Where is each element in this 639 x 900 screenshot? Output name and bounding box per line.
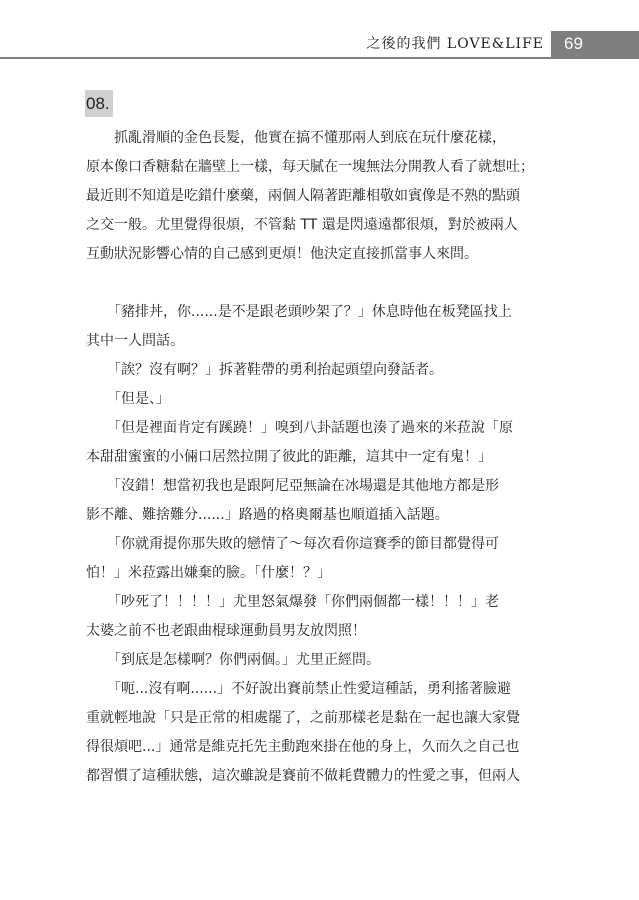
text-line: 最近則不知道是吃錯什麼藥，兩個人隔著距離相敬如賓像是不熟的點頭: [86, 188, 520, 204]
text-line: 「但是裡面肯定有蹊蹺！」嗅到八卦話題也湊了過來的米菈說「原: [86, 420, 513, 436]
text-line: 影不離、難捨難分......」路過的格奧爾基也順道插入話題。: [86, 507, 449, 523]
text-line: 「豬排丼，你......是不是跟老頭吵架了？」休息時他在板凳區找上: [86, 304, 512, 320]
text-line: 重就輕地說「只是正常的相處罷了，之前那樣老是黏在一起也讓大家覺: [86, 710, 520, 726]
body-text: [86, 124, 556, 791]
page-number: 69: [551, 31, 639, 57]
text-line: 都習慣了這種狀態，這次雖說是賽前不做耗費體力的性愛之事，但兩人: [86, 768, 520, 784]
text-line: 互動狀況影響心情的自己感到更煩！他決定直接抓當事人來問。: [86, 246, 478, 262]
text-line: 「誒？沒有啊？」拆著鞋帶的勇利抬起頭望向發話者。: [86, 362, 443, 378]
header-divider: [0, 57, 639, 59]
text-line: 得很煩吧...」通常是維克托先主動跑來掛在他的身上，久而久之自己也: [86, 739, 520, 755]
text-line: 太婆之前不也老跟曲棍球運動員男友放閃照！: [86, 623, 366, 639]
text-line: [86, 269, 556, 298]
text-line: 原本像口香糖黏在牆壁上一樣，每天膩在一塊無法分開教人看了就想吐；: [86, 159, 534, 175]
text-line: 「到底是怎樣啊？你們兩個。」尤里正經問。: [86, 652, 380, 668]
text-line: 「但是、」: [86, 391, 170, 407]
text-line: 「你就甭提你那失敗的戀情了～每次看你這賽季的節目都覺得可: [86, 536, 499, 552]
chapter-number: 08.: [85, 90, 113, 117]
page-header: [0, 31, 639, 57]
text-line: 抓亂滑順的金色長髮，他實在搞不懂那兩人到底在玩什麼花樣，: [86, 130, 506, 146]
text-line: 怕！」米菈露出嫌棄的臉。「什麼！？」: [86, 565, 331, 581]
book-title: 之後的我們 LOVE&LIFE: [366, 36, 544, 52]
text-line: 「沒錯！想當初我也是跟阿尼亞無論在冰場還是其他地方都是形: [86, 478, 499, 494]
text-line: 之交一般。尤里覺得很煩，不管黏 TT 還是閃遠遠都很煩，對於被兩人: [86, 217, 518, 233]
text-line: 「吵死了！！！！」尤里怒氣爆發「你們兩個都一樣！！！」老: [86, 594, 499, 610]
text-line: 本甜甜蜜蜜的小倆口居然拉開了彼此的距離，這其中一定有鬼！」: [86, 449, 492, 465]
text-line: 其中一人問話。: [86, 333, 184, 349]
text-line: 「呃...沒有啊......」不好說出賽前禁止性愛這種話，勇利搖著臉避: [86, 681, 512, 697]
